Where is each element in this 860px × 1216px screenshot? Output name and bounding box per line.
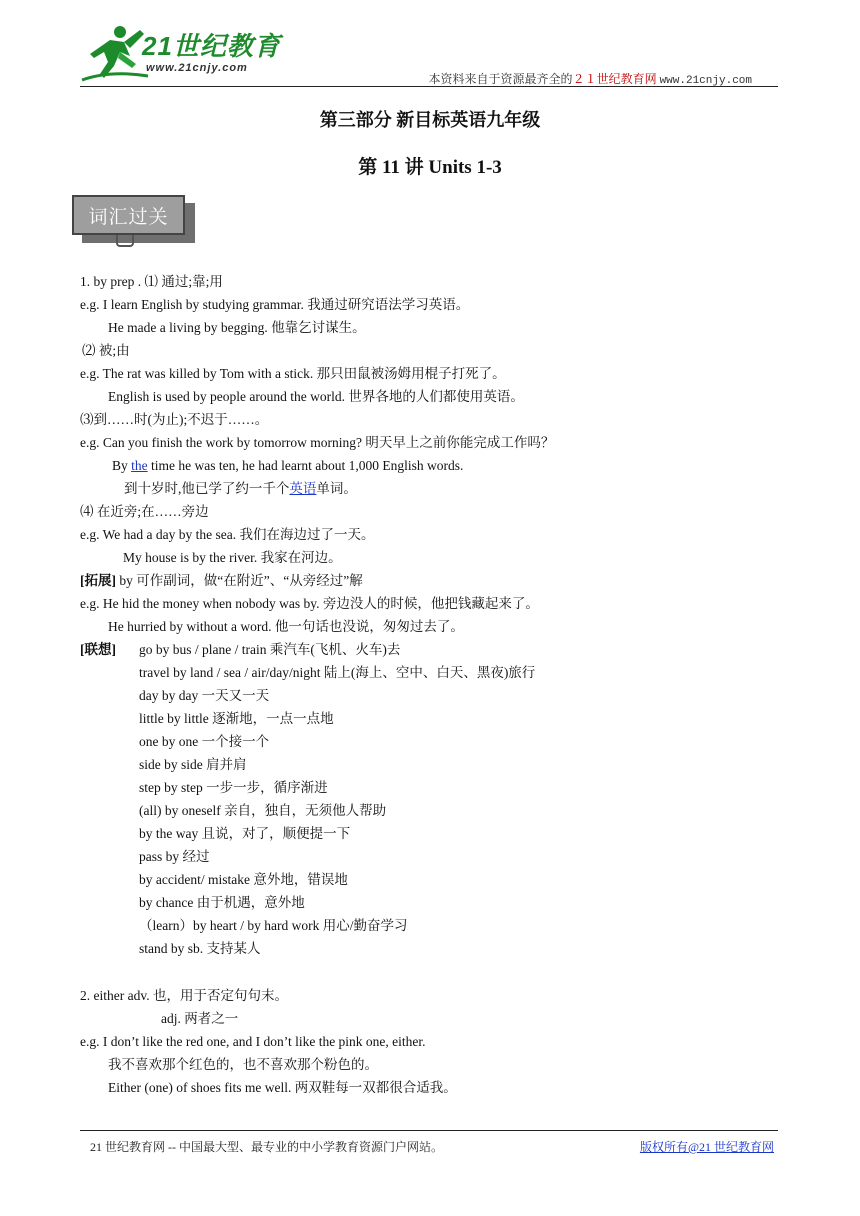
clip-icon [116,235,134,247]
text-span: 单词。 [316,481,357,496]
text-line [82,342,130,359]
text-span: He made a living by begging. 他靠乞讨谋生。 [108,320,366,335]
text-span: e.g. I don’t like the red one, and I don’t like the pink one, either. [80,1034,426,1049]
text-span: 到十岁时,他已学了约一千个 [124,481,290,496]
footer-copyright-link[interactable]: 版权所有@21 世纪教育网 [639,1140,774,1154]
text-line [161,1010,238,1027]
text-line [139,687,269,704]
text-line [80,526,374,543]
text-line [80,1033,426,1050]
text-span: travel by land / sea / air/day/night 陆上(海上、空中、白天、黑夜)旅行 [139,665,536,680]
text-line [139,825,350,842]
text-line [108,1056,378,1073]
text-line [80,595,539,612]
header-note-prefix: 本资料来自于资源最齐全的 [428,72,573,86]
text-span: by accident/ mistake 意外地，错误地 [139,872,348,887]
text-line [139,779,328,796]
inline-link[interactable]: 英语 [289,481,317,496]
text-line [139,802,386,819]
text-span: e.g. We had a day by the sea. 我们在海边过了一天。 [80,527,375,542]
text-line [108,1079,457,1096]
text-span: ⑵ 被;由 [82,343,130,358]
text-line [112,457,463,474]
runner-logo-icon [80,22,150,84]
footer-note: 21 世纪教育网 -- 中国最大型、最专业的中小学教育资源门户网站。 [90,1140,443,1154]
header-divider [80,86,778,87]
text-line [108,388,524,405]
footer-divider [80,1130,778,1131]
inline-link[interactable]: the [131,458,148,473]
text-span: by chance 由于机遇，意外地 [139,895,305,910]
text-span: e.g. The rat was killed by Tom with a stick. 那只田鼠被汤姆用棍子打死了。 [80,366,506,381]
text-line [80,411,268,428]
label-tag: [联想] [80,642,116,657]
text-span: stand by sb. 支持某人 [139,941,261,956]
logo-url: www.21cnjy.com [146,62,248,74]
text-span: 2. either adv. 也，用于否定句句末。 [80,988,288,1003]
text-span: by the way 且说，对了，顺便提一下 [139,826,351,841]
text-line [108,319,366,336]
text-span: e.g. I learn English by studying grammar. 我通过研究语法学习英语。 [80,297,470,312]
text-line [80,987,288,1004]
text-span: Either (one) of shoes fits me well. 两双鞋每一双都很合适我。 [108,1080,457,1095]
text-span: go by bus / plane / train 乘汽车(飞机、火车)去 [139,642,401,657]
text-span: little by little 逐渐地，一点一点地 [139,711,334,726]
text-line [139,894,305,911]
text-span: day by day 一天又一天 [139,688,270,703]
text-span: My house is by the river. 我家在河边。 [123,550,342,565]
text-span: （learn）by heart / by hard work 用心/勤奋学习 [139,918,408,933]
text-line [139,641,400,658]
text-span: English is used by people around the world. 世界各地的人们都使用英语。 [108,389,524,404]
text-line [80,503,209,520]
text-line [139,710,334,727]
text-line [80,572,363,589]
text-line [139,940,261,957]
text-line [80,296,469,313]
header-note-url[interactable]: www.21cnjy.com [659,75,752,87]
text-span: time he was ten, he had learnt about 1,000 English words. [147,458,464,473]
text-line [80,273,223,290]
lecture-title: 第 11 讲 Units 1-3 [358,157,502,178]
text-line [139,917,407,934]
text-line [139,664,535,681]
text-span: (all) by oneself 亲自，独自，无须他人帮助 [139,803,387,818]
text-span: 我不喜欢那个红色的，也不喜欢那个粉色的。 [108,1057,378,1072]
text-span: ⑶到……时(为止);不迟于……。 [80,412,269,427]
text-span: 1. by prep . ⑴ 通过;靠;用 [80,274,223,289]
text-line [80,365,506,382]
part-title: 第三部分 新目标英语九年级 [319,110,541,130]
text-span: By [112,458,132,473]
text-line [124,480,357,497]
header-note-brand: ２１世纪教育网 [572,72,657,86]
text-span: pass by 经过 [139,849,210,864]
text-line [123,549,342,566]
text-line [108,618,464,635]
text-span: e.g. Can you finish the work by tomorrow morning? 明天早上之前你能完成工作吗？ [80,435,555,450]
text-span: adj. 两者之一 [161,1011,239,1026]
text-line [139,848,210,865]
text-line [139,871,348,888]
section-badge: 词汇过关 [72,195,185,235]
label-tag: [拓展] [80,573,116,588]
text-span: He hurried by without a word. 他一句话也没说，匆匆过去了。 [108,619,464,634]
text-span: ⑷ 在近旁;在……旁边 [80,504,209,519]
text-line [139,733,269,750]
text-line [80,641,116,658]
text-line [139,756,247,773]
text-span: one by one 一个接一个 [139,734,270,749]
header-note [429,70,752,87]
text-span: by 可作副词，做“在附近”、“从旁经过”解 [116,573,363,588]
text-span: side by side 肩并肩 [139,757,247,772]
text-span: e.g. He hid the money when nobody was by. 旁边没人的时候，他把钱藏起来了。 [80,596,539,611]
logo-wordmark: 21世纪教育 [142,31,281,61]
text-span: step by step 一步一步，循序渐进 [139,780,328,795]
text-line [80,434,554,451]
